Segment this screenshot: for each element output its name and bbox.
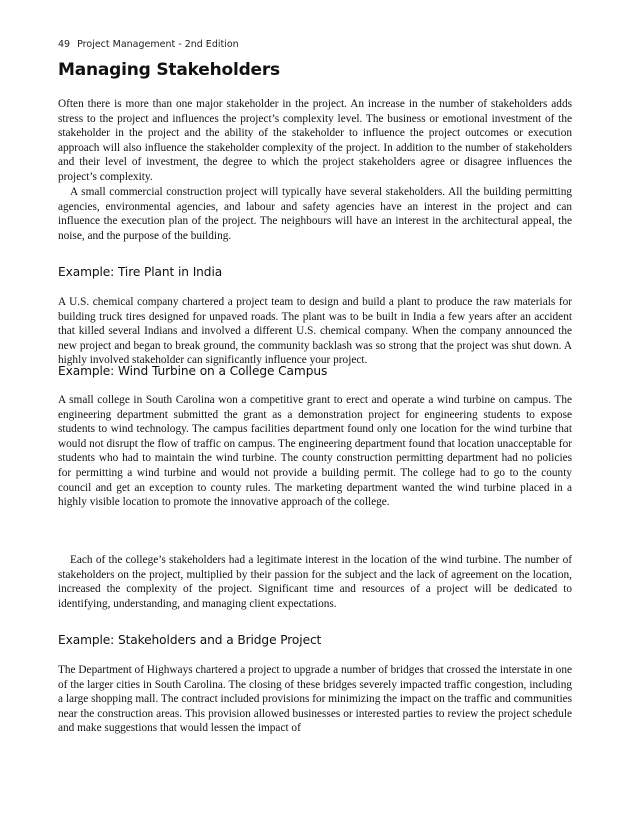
intro-paragraph-2: A small commercial construction project will typically have several stakeholders. All the building permitting agencies, environmental agencies, and labour and safety agencies have an interest in the project and can influence the execution plan of the project. The neighbours will have an interest in the architectural appeal, the noise, and the purpose of the building. xyxy=(58,186,572,242)
section-heading-bridge-project: Example: Stakeholders and a Bridge Project xyxy=(58,633,322,647)
page-number: 49 xyxy=(58,39,71,50)
running-head xyxy=(58,39,239,50)
book-title: Project Management - 2nd Edition xyxy=(77,39,239,50)
wind-turbine-paragraph-1: A small college in South Carolina won a competitive grant to erect and operate a wind turbine on campus. The engineering department submitted the grant as a demonstration project for engineering students to expose students to wind technology. The campus facilities department found only one location for the wind turbine that would not disrupt the flow of traffic on campus. The engineering department found that location unacceptable for students who had to maintain the wind turbine. The county construction permitting department had no policies for permitting a wind turbine and would not provide a building permit. The college had to go to the county council and get an exception to county rules. The marketing department wanted the wind turbine placed in a highly visible location to promote the innovative approach of the college. xyxy=(58,394,572,509)
page-title: Managing Stakeholders xyxy=(58,60,280,80)
tire-plant-paragraph: A U.S. chemical company chartered a project team to design and build a plant to produce the raw materials for building truck tires designed for unpaved roads. The plant was to be built in India a few years after an accident that killed several Indians and involved a different U.S. chemical company. When the company announced the new project and began to break ground, the community backlash was so strong that the project was shut down. A highly involved stakeholder can significantly influence your project. xyxy=(58,296,572,367)
intro-paragraph-1: Often there is more than one major stakeholder in the project. An increase in the number of stakeholders adds stress to the project and influences the project’s complexity level. The business or emotional investment of the stakeholder in the project and the ability of the stakeholder to influence the project outcomes or execution approach will also influence the stakeholder complexity of the project. In addition to the number of stakeholders and their level of investment, the degree to which the project stakeholders agree or disagree influences the project’s complexity. xyxy=(58,98,572,183)
section-heading-wind-turbine: Example: Wind Turbine on a College Campus xyxy=(58,364,328,378)
bridge-project-paragraph: The Department of Highways chartered a project to upgrade a number of bridges that crossed the interstate in one of the larger cities in South Carolina. The closing of these bridges severely impacted traffic congestion, including a large shopping mall. The contract included provisions for minimizing the impact on the traffic and communities near the construction areas. This provision allowed businesses or interested parties to review the project schedule and make suggestions that would lessen the impact of xyxy=(58,664,572,735)
section-heading-tire-plant: Example: Tire Plant in India xyxy=(58,265,223,279)
wind-turbine-paragraph-2: Each of the college’s stakeholders had a legitimate interest in the location of the wind turbine. The number of stakeholders on the project, multiplied by their passion for the subject and the lack of agreement on the location, increased the complexity of the project. Significant time and resources of a project will be dedicated to identifying, understanding, and managing client expectations. xyxy=(58,554,572,610)
